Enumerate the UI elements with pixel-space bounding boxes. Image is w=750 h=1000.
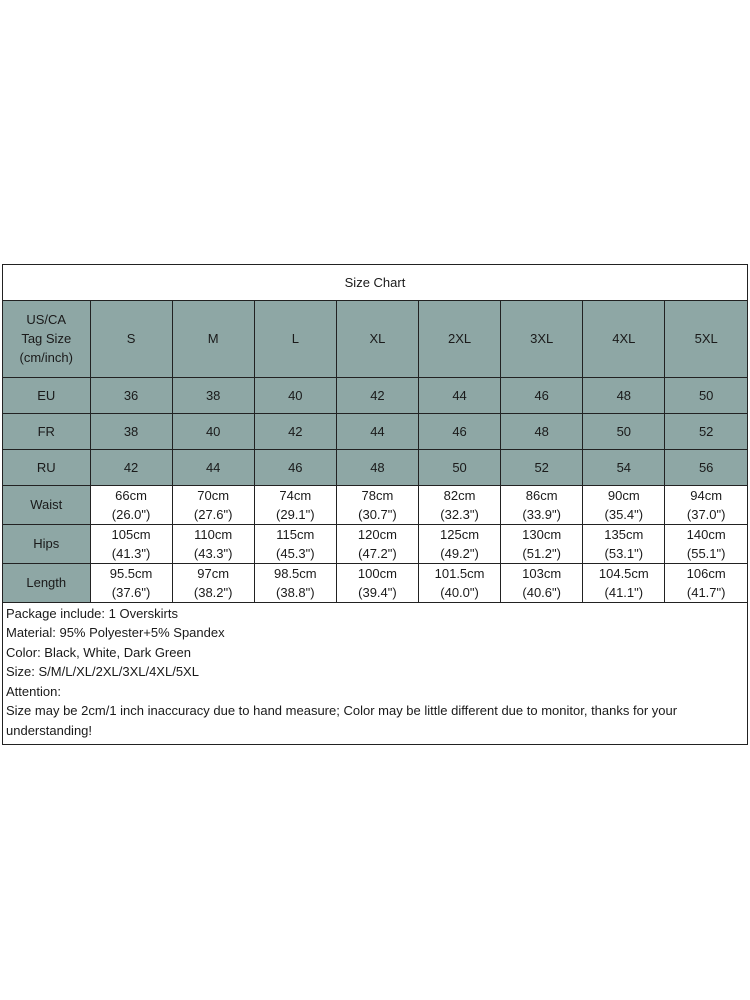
cm-value: 82cm <box>443 487 476 503</box>
table-row <box>3 413 747 449</box>
table-cell: 38 <box>172 377 254 413</box>
inch-value: (53.1") <box>604 545 644 561</box>
table-row <box>3 563 747 602</box>
table-cell: 36 <box>90 377 172 413</box>
row-label: EU <box>3 377 90 413</box>
table-cell: 42 <box>254 413 336 449</box>
cm-value: 95.5cm <box>109 565 153 581</box>
note-package: Package include: 1 Overskirts <box>6 605 178 621</box>
inch-value: (38.8") <box>276 584 315 600</box>
inch-value: (37.0") <box>686 506 726 522</box>
inch-value: (38.2") <box>193 584 233 600</box>
corner-header-cell <box>3 301 90 377</box>
table-cell: 42 <box>90 449 172 485</box>
table-cell <box>90 563 172 602</box>
cm-value: 120cm <box>357 526 397 542</box>
cm-value: 105cm <box>111 526 151 542</box>
table-row <box>3 485 747 524</box>
inch-value: (33.9") <box>522 506 561 522</box>
table-cell: 52 <box>665 413 747 449</box>
table-cell: 50 <box>665 377 747 413</box>
corner-line-unit: (cm/inch) <box>19 350 73 366</box>
cm-value: 104.5cm <box>598 565 649 581</box>
table-cell: 40 <box>254 377 336 413</box>
table-cell <box>501 524 583 563</box>
table-cell: 40 <box>172 413 254 449</box>
table-cell <box>336 524 418 563</box>
corner-line-us-ca: US/CA <box>26 312 67 328</box>
note-attention: Attention: <box>6 683 61 699</box>
table-cell <box>419 524 501 563</box>
inch-value: (26.0") <box>111 506 151 522</box>
table-cell: 54 <box>583 449 665 485</box>
table-cell <box>90 524 172 563</box>
table-cell: 48 <box>336 449 418 485</box>
table-cell <box>583 563 665 602</box>
table-cell <box>90 485 172 524</box>
note-material: Material: 95% Polyester+5% Spandex <box>6 625 225 641</box>
cm-value: 106cm <box>686 565 726 581</box>
cm-value: 110cm <box>194 526 233 542</box>
size-header-xl: XL <box>336 301 418 377</box>
cm-value: 90cm <box>607 487 640 503</box>
table-cell <box>583 524 665 563</box>
inch-value: (40.0") <box>440 584 479 600</box>
table-cell: 50 <box>583 413 665 449</box>
note-color: Color: Black, White, Dark Green <box>6 644 191 660</box>
table-cell <box>501 563 583 602</box>
table-cell <box>419 563 501 602</box>
table-row <box>3 524 747 563</box>
table-cell <box>172 485 254 524</box>
inch-value: (40.6") <box>522 584 561 600</box>
inch-value: (43.3") <box>193 545 233 561</box>
table-cell: 44 <box>419 377 501 413</box>
corner-line-tag-size: Tag Size <box>21 331 72 347</box>
table-cell <box>665 563 747 602</box>
table-cell: 50 <box>419 449 501 485</box>
cm-value: 100cm <box>357 565 397 581</box>
cm-value: 103cm <box>522 565 562 581</box>
table-cell <box>419 485 501 524</box>
size-header-2xl: 2XL <box>419 301 501 377</box>
cm-value: 66cm <box>115 487 147 503</box>
table-cell <box>254 485 336 524</box>
inch-value: (45.3") <box>276 545 315 561</box>
table-cell: 38 <box>90 413 172 449</box>
size-chart <box>2 264 748 745</box>
inch-value: (49.2") <box>440 545 479 561</box>
cm-value: 101.5cm <box>434 565 485 581</box>
table-cell: 52 <box>501 449 583 485</box>
inch-value: (41.7") <box>686 584 726 600</box>
note-size: Size: S/M/L/XL/2XL/3XL/4XL/5XL <box>6 664 199 680</box>
size-header-m: M <box>172 301 254 377</box>
cm-value: 78cm <box>361 487 394 503</box>
cm-value: 86cm <box>525 487 558 503</box>
product-notes <box>3 602 747 744</box>
cm-value: 115cm <box>276 526 315 542</box>
table-cell <box>172 563 254 602</box>
inch-value: (41.1") <box>604 584 644 600</box>
size-header-row <box>3 301 747 377</box>
table-cell <box>254 563 336 602</box>
inch-value: (29.1") <box>276 506 315 522</box>
table-row <box>3 449 747 485</box>
row-label: Waist <box>3 485 90 524</box>
row-label: Hips <box>3 524 90 563</box>
table-cell <box>501 485 583 524</box>
table-cell: 42 <box>336 377 418 413</box>
table-cell: 46 <box>501 377 583 413</box>
inch-value: (30.7") <box>358 506 397 522</box>
row-label: FR <box>3 413 90 449</box>
inch-value: (35.4") <box>604 506 644 522</box>
note-disclaimer: Size may be 2cm/1 inch inaccuracy due to hand measure; Color may be little different due to monitor, thanks for your understanding! <box>6 703 678 739</box>
table-cell <box>336 485 418 524</box>
cm-value: 70cm <box>197 487 230 503</box>
table-cell: 44 <box>336 413 418 449</box>
table-cell: 48 <box>583 377 665 413</box>
inch-value: (27.6") <box>193 506 233 522</box>
cm-value: 98.5cm <box>273 565 317 581</box>
table-row <box>3 377 747 413</box>
size-header-5xl: 5XL <box>665 301 747 377</box>
table-cell <box>583 485 665 524</box>
table-cell <box>172 524 254 563</box>
table-cell <box>254 524 336 563</box>
size-header-s: S <box>90 301 172 377</box>
cm-value: 135cm <box>604 526 644 542</box>
row-label: RU <box>3 449 90 485</box>
inch-value: (55.1") <box>686 545 726 561</box>
table-cell: 44 <box>172 449 254 485</box>
table-cell <box>336 563 418 602</box>
table-cell: 56 <box>665 449 747 485</box>
row-label: Length <box>3 563 90 602</box>
size-header-l: L <box>254 301 336 377</box>
inch-value: (39.4") <box>358 584 397 600</box>
size-header-3xl: 3XL <box>501 301 583 377</box>
inch-value: (47.2") <box>358 545 397 561</box>
cm-value: 140cm <box>686 526 726 542</box>
table-cell <box>665 524 747 563</box>
size-header-4xl: 4XL <box>583 301 665 377</box>
cm-value: 130cm <box>522 526 562 542</box>
inch-value: (51.2") <box>522 545 561 561</box>
cm-value: 125cm <box>440 526 480 542</box>
inch-value: (32.3") <box>440 506 479 522</box>
cm-value: 74cm <box>279 487 312 503</box>
cm-value: 94cm <box>690 487 723 503</box>
inch-value: (37.6") <box>111 584 151 600</box>
table-cell: 46 <box>419 413 501 449</box>
inch-value: (41.3") <box>111 545 151 561</box>
table-cell: 48 <box>501 413 583 449</box>
size-table <box>3 301 747 602</box>
table-cell <box>665 485 747 524</box>
table-cell: 46 <box>254 449 336 485</box>
size-chart-title: Size Chart <box>3 265 747 301</box>
cm-value: 97cm <box>197 565 230 581</box>
